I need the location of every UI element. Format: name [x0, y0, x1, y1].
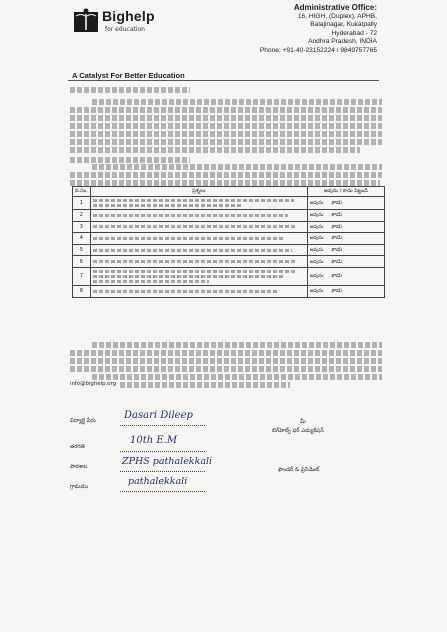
paragraph-line — [70, 139, 382, 145]
brand-name: Bighelp — [102, 8, 155, 24]
no-option-marked: కాదు — [331, 288, 342, 295]
answer-cell[interactable] — [307, 285, 384, 297]
office-phone: Phone: +91-40-23152224 / 9849757765 — [259, 46, 377, 54]
tagline: A Catalyst For Better Education — [72, 71, 185, 80]
school-value[interactable]: ZPHS pathalekkali — [122, 456, 213, 467]
table-row — [73, 285, 385, 297]
village-label: గ్రామము — [70, 484, 89, 490]
answer-cell[interactable] — [307, 267, 384, 285]
answer-cell[interactable] — [307, 210, 384, 222]
office-line: 16, HIGH, (Duplex), APHB, — [297, 12, 377, 20]
answer-cell[interactable] — [307, 221, 384, 233]
book-logo-icon — [72, 8, 100, 36]
yes-option: అవును — [309, 224, 324, 230]
paragraph-line — [92, 342, 382, 348]
paragraph-line — [92, 99, 382, 105]
header-divider — [68, 80, 379, 81]
yes-option: అవును — [309, 259, 324, 265]
office-title: Administrative Office: — [293, 3, 377, 12]
no-option-marked: కాదు — [331, 235, 342, 242]
question-cell — [90, 197, 307, 210]
table-row — [73, 197, 385, 210]
row-number: 8 — [73, 285, 91, 297]
question-cell — [90, 267, 307, 285]
row-number: 3 — [73, 221, 91, 233]
no-option-marked: కాదు — [331, 258, 342, 265]
table-row — [73, 221, 385, 233]
answer-cell[interactable] — [307, 244, 384, 256]
paragraph-line — [70, 366, 382, 372]
table-row — [73, 267, 385, 285]
row-number: 7 — [73, 267, 91, 285]
row-number: 6 — [73, 256, 91, 268]
yes-option: అవును — [309, 201, 324, 206]
yes-option: అవును — [309, 248, 324, 254]
no-option-marked: కాదు — [331, 247, 342, 254]
no-option-marked: కాదు — [331, 223, 342, 230]
row-number: 2 — [73, 210, 91, 222]
col-answer-header: అవును / కాదు పెట్టండి — [307, 187, 384, 197]
paragraph-line — [92, 374, 382, 380]
question-cell — [90, 221, 307, 233]
answer-cell[interactable] — [307, 256, 384, 268]
sign-off: మీ — [300, 419, 306, 425]
paragraph-line — [70, 107, 382, 113]
village-line — [120, 491, 205, 492]
class-line — [120, 451, 205, 452]
paragraph-line — [70, 358, 382, 364]
questions-table — [72, 186, 385, 298]
table-header-row — [73, 187, 385, 197]
brand-subtitle: for education — [105, 26, 145, 33]
question-cell — [90, 244, 307, 256]
yes-option: అవును — [309, 274, 324, 280]
table-row — [73, 233, 385, 245]
row-number: 1 — [73, 197, 91, 210]
paragraph-line — [70, 115, 382, 121]
answer-cell[interactable] — [307, 233, 384, 245]
office-line: Andhra Pradesh, INDIA — [308, 38, 377, 46]
office-line: Balajinagar, Kukatpally — [310, 21, 377, 29]
question-cell — [90, 233, 307, 245]
no-option-marked: కాదు — [331, 200, 342, 206]
school-line — [120, 471, 205, 472]
no-option-marked: కాదు — [331, 273, 342, 280]
logo — [72, 6, 192, 40]
paragraph-line — [70, 147, 360, 153]
paragraph-line — [120, 382, 290, 388]
contact-email: info@bighelp.org — [70, 381, 117, 387]
paragraph-line — [92, 164, 382, 170]
col-number-header: వ.సం. — [73, 187, 91, 197]
yes-option: అవును — [309, 236, 324, 242]
paragraph-line — [70, 350, 382, 356]
student-name-label: విద్యార్థి పేరు — [70, 418, 96, 424]
table-row — [73, 244, 385, 256]
question-cell — [90, 285, 307, 297]
col-question-header: ప్రశ్నలు — [90, 187, 307, 197]
paragraph-line — [70, 131, 382, 137]
paragraph-line — [70, 172, 382, 178]
office-address — [260, 4, 377, 56]
row-number: 4 — [73, 233, 91, 245]
org-signature-label: బిగ్‌హెల్ప్ ఫర్ ఎడ్యుకేషన్ — [272, 428, 324, 434]
office-line: Hyderabad - 72 — [331, 29, 377, 37]
founder-signature-label: ఫౌండర్ & ప్రెసిడెంట్ — [278, 467, 320, 473]
question-cell — [90, 210, 307, 222]
question-cell — [90, 256, 307, 268]
yes-option: అవును — [309, 213, 324, 219]
yes-option: అవును — [309, 289, 324, 295]
student-name-value[interactable]: Dasari Dileep — [124, 410, 193, 421]
village-value[interactable]: pathalekkali — [128, 476, 188, 487]
paragraph-line — [70, 123, 382, 129]
table-row — [73, 210, 385, 222]
greeting-line — [70, 87, 190, 93]
student-name-line — [120, 425, 205, 426]
answer-cell[interactable] — [307, 197, 384, 210]
row-number: 5 — [73, 244, 91, 256]
paragraph-line — [70, 157, 190, 163]
class-label: తరగతి — [70, 444, 85, 450]
class-value[interactable]: 10th E.M — [130, 435, 178, 446]
no-option-marked: కాదు — [331, 212, 342, 219]
school-label: పాఠశాల — [70, 464, 88, 470]
table-row — [73, 256, 385, 268]
